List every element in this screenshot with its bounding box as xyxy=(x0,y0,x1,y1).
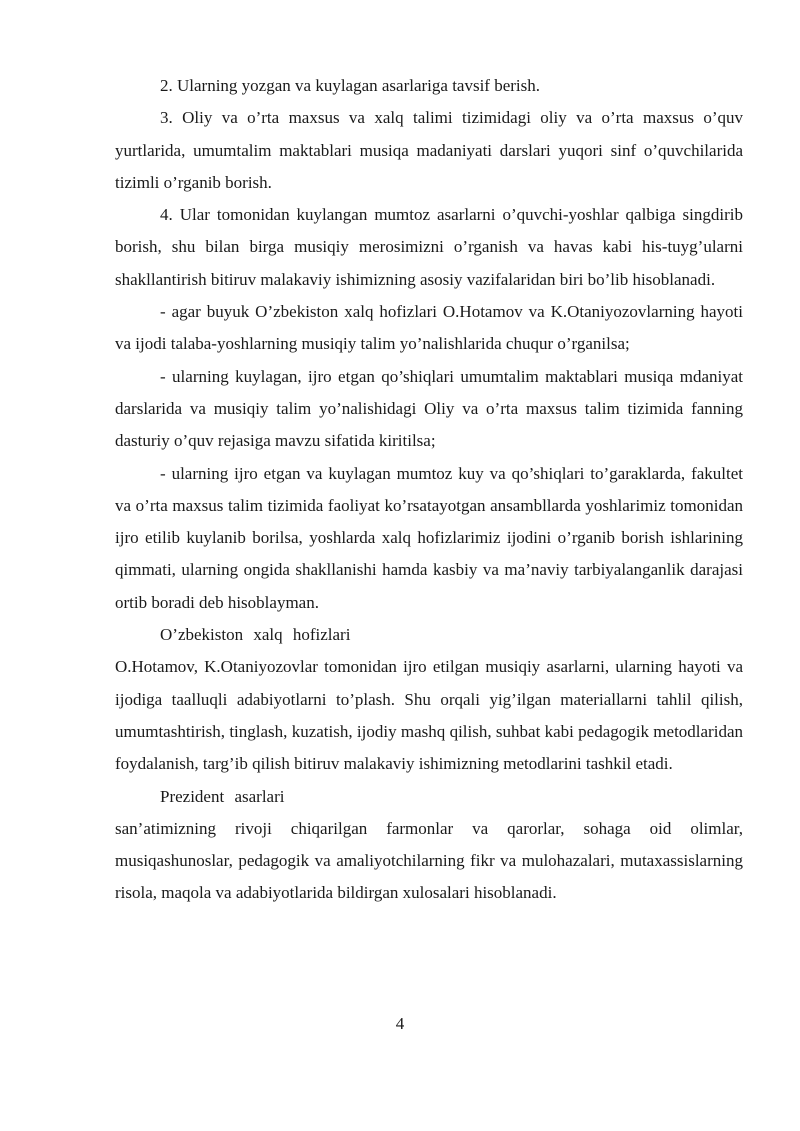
paragraph-task-2: 2. Ularning yozgan va kuylagan asarlariga tavsif berish. xyxy=(160,76,541,95)
paragraph-heading-prezident: Prezident asarlari xyxy=(160,786,285,806)
paragraph-sources: san’atimizning rivoji chiqarilgan farmonlar va qarorlar, sohaga oid olimlar, musiqashunoslar, pedagogik va amaliyotchilarning fikr va mulohazalari, mutaxassislarning risola, maqola va adabiyotlarida bildirgan xulosalari hisoblanadi. xyxy=(115,818,743,903)
paragraph-methods: O.Hotamov, K.Otaniyozovlar tomonidan ijro etilgan musiqiy asarlarni, ularning hayoti va ijodiga taalluqli adabiyotlarni to’plash. Shu orqali yig’ilgan materiallarni tahlil qilish, umumtashtirish, tinglash, kuzatish, ijodiy mashq qilish, suhbat kabi pedagogik metodlaridan foydalanish, targ’ib qilish bitiruv malakaviy ishimizning metodlarini tashkil etadi. xyxy=(115,657,743,774)
paragraph-hypothesis-1: - agar buyuk O’zbekiston xalq hofizlari O.Hotamov va K.Otaniyozovlarning hayoti va ijodi talaba-yoshlarning musiqiy talim yo’nalishlarida chuqur o’rganilsa; xyxy=(115,302,743,354)
paragraph-heading-hofizlar: O’zbekiston xalq hofizlari xyxy=(160,625,351,645)
document-page xyxy=(115,70,743,910)
paragraph-task-3: 3. Oliy va o’rta maxsus va xalq talimi tizimidagi oliy va o’rta maxsus o’quv yurtlarida, umumtalim maktablari musiqa madaniyati darslari yuqori sinf o’quvchilarida tizimli o’rganib borish. xyxy=(115,108,743,192)
paragraph-task-4: 4. Ular tomonidan kuylangan mumtoz asarlarni o’quvchi-yoshlar qalbiga singdirib borish, shu bilan birga musiqiy merosimizni o’rganish va havas kabi his-tuyg’ularni shakllantirish bitiruv malakaviy ishimizning asosiy vazifalaridan biri bo’lib hisoblanadi. xyxy=(115,205,743,289)
paragraph-hypothesis-2: - ularning kuylagan, ijro etgan qo’shiqlari umumtalim maktablari musiqa mdaniyat darslarida va musiqiy talim yo’nalishidagi Oliy va o’rta maxsus talim tizimida fanning dasturiy o’quv rejasiga mavzu sifatida kiritilsa; xyxy=(115,366,743,451)
page-number: 4 xyxy=(395,1014,405,1033)
paragraph-hypothesis-3: - ularning ijro etgan va kuylagan mumtoz kuy va qo’shiqlari to’garaklarda, fakultet va o’rta maxsus talim tizimida faoliyat ko’rsatayotgan ansambllarda yoshlarimiz tomonidan ijro etilib kuylanib borilsa, yoshlarda xalq hofizlarimiz ijodini o’rganib borish ishlarining qimmati, ularning ongida shakllanishi hamda kasbiy va ma’naviy tarbiyalanganlik darajasi ortib boradi deb hisoblayman. xyxy=(115,463,743,612)
